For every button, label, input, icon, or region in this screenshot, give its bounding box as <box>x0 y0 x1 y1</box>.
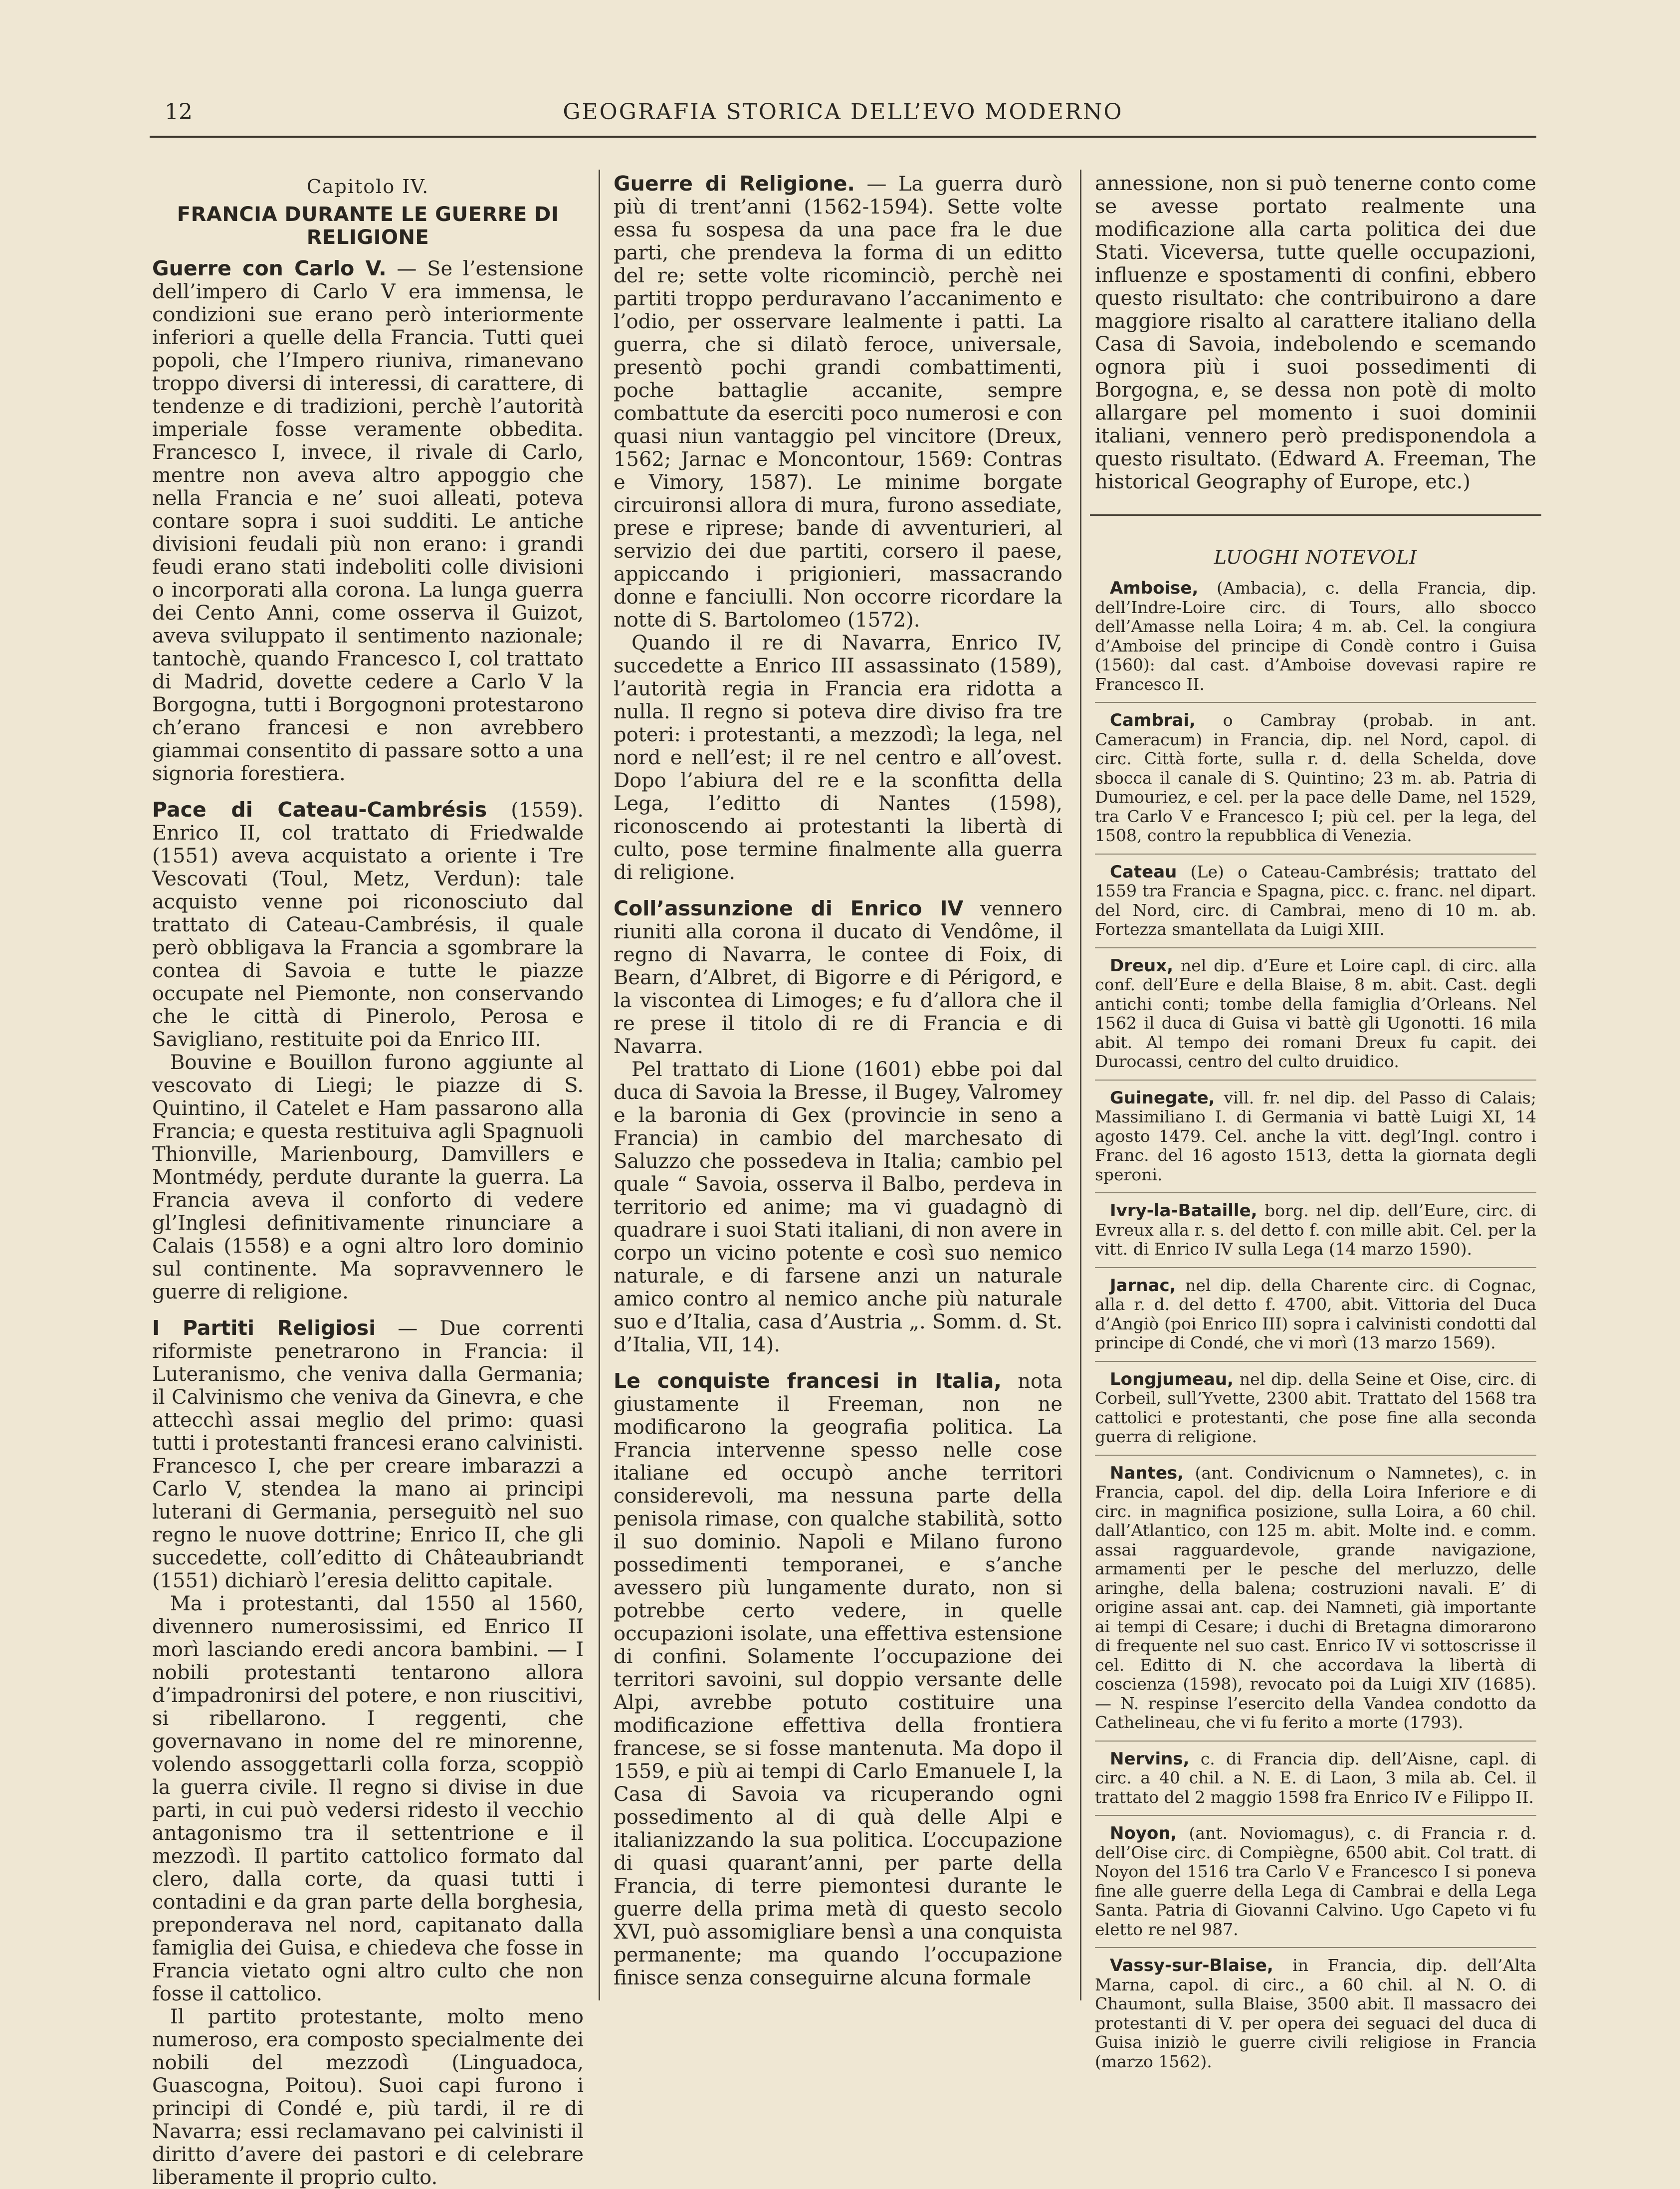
section-heading: Le conquiste francesi in Italia, <box>614 1369 1002 1393</box>
section-enrico-iv: Coll’assunzione di Enrico IV vennero riuniti alla corona il ducato di Vendôme, il regno di Navarra, le contee di Foix, di Bearn, d’Albret, di Bigorre e di Périgord, e la viscontea di Limoges; e fu d’allora che il re prese il titolo di re di Francia e di Navarra. <box>614 896 1062 1058</box>
luoghi-entry <box>1095 956 1536 1081</box>
entry-name: Amboise, <box>1110 578 1199 598</box>
section-heading: Guerre di Religione. <box>614 172 855 196</box>
section-continuation: annessione, non si può tenerne conto come se avesse portato realmente una modificazione alla carta politica dei due Stati. Viceversa, tutte quelle occupazioni, influenze e spostamenti di confini, ebbero questo risultato: che contribuirono a dare maggiore risalto al carattere italiano della Casa di Savoia, indebolendo e scemando ognora più i suoi possedimenti di Borgogna, e, se dessa non potè di molto allargare pel momento i suoi dominii italiani, vennero però predisponendola a questo risultato. (Edward A. Freeman, The historical Geography of Europe, etc.) <box>1095 172 1536 493</box>
entry-text: in Francia, dip. dell’Alta Marna, capol. di circ., a 60 chil. al N. O. di Chaumont, sulla Blaise, 3500 abit. Il massacro dei protestanti di V. per opera dei seguaci del duca di Guisa iniziò le guerre civili religiose in Francia (marzo 1562). <box>1095 1956 1536 2071</box>
entry-text: (Ambacia), c. della Francia, dip. dell’Indre-Loire circ. di Tours, allo sbocco dell’Amasse nella Loira; 4 m. ab. Cel. la congiura d’Amboise del principe di Condè contro i Guisa (1560): dal cast. d’Amboise dovevasi rapire re Francesco II. <box>1095 578 1536 694</box>
luoghi-list <box>1095 579 1536 2079</box>
entry-name: Ivry-la-Bataille, <box>1110 1201 1258 1221</box>
running-header <box>150 97 1536 137</box>
entry-text: o Cambray (probab. in ant. Cameracum) in Francia, dip. nel Nord, capol. di circ. Città forte, sulla r. d. della Schelda, dove sbocca il canale di S. Quintino; 23 m. ab. Patria di Dumouriez, e cel. per la pace delle Dame, nel 1529, tra Carlo V e Francesco I; più cel. per la lega, del 1508, contro la repubblica di Venezia. <box>1095 710 1536 845</box>
paragraph: Pel trattato di Lione (1601) ebbe poi dal duca di Savoia la Bresse, il Bugey, Valromey e la baronia di Gex (provincie in seno a Francia) in cambio del marchesato di Saluzzo che possedeva in Italia; cambio pel quale “ Savoia, osserva il Balbo, perdeva in territorio ed anime; ma vi guadagnò di quadrare i suoi Stati italiani, di non avere in corpo un vicino potente e così suo nemico naturale, e di farsene anzi un naturale amico contro al nemico anche più naturale suo e d’Italia, casa d’Austria „. Somm. d. St. d’Italia, VII, 14). <box>614 1058 1062 1356</box>
column-3 <box>1095 172 1536 2087</box>
section-partiti-religiosi: I Partiti Religiosi — Due correnti riformiste penetrarono in Francia: il Luteranismo, che veniva dalla Germania; il Calvinismo che veniva da Ginevra, e che attecchì assai meglio del primo: quasi tutti i protestanti francesi erano calvinisti. Francesco I, che per creare imbarazzi a Carlo V, stendea la mano ai principi luterani di Germania, perseguitò nel suo regno le nuove dottrine; Enrico II, che gli succedette, coll’editto di Châteaubriandt (1551) dichiarò l’eresia delitto capitale. <box>152 1316 584 1592</box>
luoghi-heading: LUOGHI NOTEVOLI <box>1214 546 1418 568</box>
luoghi-entry <box>1095 1464 1536 1742</box>
column-1 <box>152 172 584 2189</box>
column-2 <box>614 172 1062 1989</box>
entry-name: Jarnac, <box>1110 1275 1176 1296</box>
running-title: GEOGRAFIA STORICA DELL’EVO MODERNO <box>563 99 1123 125</box>
entry-name: Dreux, <box>1110 955 1174 976</box>
section-heading: Guerre con Carlo V. <box>152 256 387 280</box>
paragraph: Quando il re di Navarra, Enrico IV, succedette a Enrico III assassinato (1589), l’autorità regia in Francia era ridotta a nulla. Il regno si poteva dire diviso fra tre poteri: i protestanti, a mezzodì; la lega, nel nord e nell’est; il re nel centro e all’ovest. Dopo l’abiura del re e la sconfitta della Lega, l’editto di Nantes (1598), riconoscendo ai protestanti la libertà di culto, pose termine finalmente alla guerra di religione. <box>614 632 1062 884</box>
luoghi-rule <box>1090 514 1541 516</box>
entry-text: borg. nel dip. dell’Eure, circ. di Evreux alla r. s. del detto f. con mille abit. Cel. per la vitt. di Enrico IV sulla Lega (14 marzo 1590). <box>1095 1201 1537 1259</box>
luoghi-entry <box>1095 1370 1536 1456</box>
entry-name: Vassy-sur-Blaise, <box>1110 1956 1273 1975</box>
entry-name: Nervins, <box>1110 1749 1190 1769</box>
entry-name: Cateau <box>1110 862 1177 882</box>
entry-name: Noyon, <box>1110 1823 1177 1843</box>
entry-text: c. di Francia dip. dell’Aisne, capl. di circ. a 40 chil. a N. E. di Laon, 3 mila ab. Cel. il trattato del 2 maggio 1598 fra Enrico IV e Filippo II. <box>1095 1749 1536 1807</box>
section-heading: Coll’assunzione di Enrico IV <box>614 896 964 920</box>
luoghi-entry <box>1095 579 1536 703</box>
luoghi-entry <box>1095 1824 1536 1948</box>
entry-text: (Le) o Cateau-Cambrésis; trattato del 1559 tra Francia e Spagna, picc. c. franc. nel dipart. del Nord, circ. di Cambrai, meno di 10 m. ab. Fortezza smantellata da Luigi XIII. <box>1095 862 1536 939</box>
chapter-label: Capitolo IV. <box>306 176 429 198</box>
entry-name: Nantes, <box>1110 1463 1184 1483</box>
luoghi-entry <box>1095 1201 1536 1268</box>
luoghi-entry <box>1095 1276 1536 1362</box>
section-guerre-religione: Guerre di Religione. — La guerra durò più di trent’anni (1562-1594). Sette volte essa fu sospesa da una pace fra le due parti, che prendeva la forma di un editto del re; sette volte ricominciò, perchè nei partiti troppo perduravano l’accanimento e l’odio, per osservare lealmente i patti. La guerra, che si dilatò feroce, universale, presentò pochi grandi combattimenti, poche battaglie accanite, sempre combattute da eserciti poco numerosi e con quasi niun vantaggio pel vincitore (Dreux, 1562; Jarnac e Moncontour, 1569: Contras e Vimory, 1587). Le minime borgate circuironsi allora di mura, furono assediate, prese e riprese; bande di avventurieri, al servizio dei due partiti, corsero il paese, appiccando i prigionieri, massacrando donne e fanciulli. Non occorre ricordare la notte di S. Bartolomeo (1572). <box>614 172 1062 632</box>
luoghi-entry <box>1095 711 1536 855</box>
paragraph: Bouvine e Bouillon furono aggiunte al vescovato di Liegi; le piazze di S. Quintino, il Catelet e Ham passarono alla Francia; e questa restituiva agli Spagnuoli Thionville, Marienbourg, Damvillers e Montmédy, perdute durante la guerra. La Francia aveva il conforto di vedere gl’Inglesi definitivamente rinunciare a Calais (1558) e a ogni altro loro dominio sul continente. Ma sopravvennero le guerre di religione. <box>152 1051 584 1304</box>
section-cateau-cambresis: Pace di Cateau-Cambrésis (1559). Enrico II, col trattato di Friedwalde (1551) aveva acquistato a oriente i Tre Vescovati (Toul, Metz, Verdun): tale acquisto venne poi riconosciuto dal trattato di Cateau-Cambrésis, il quale però obbligava la Francia a sgombrare la contea di Savoia e tutte le piazze occupate nel Piemonte, non conservando che le città di Pinerolo, Perosa e Savigliano, restituite poi da Enrico III. <box>152 798 584 1051</box>
paragraph: Il partito protestante, molto meno numeroso, era composto specialmente dei nobili del mezzodì (Linguadoca, Guascogna, Poitou). Suoi capi furono i principi di Condé e, più tardi, il re di Navarra; essi reclamavano pei calvinisti il diritto d’avere dei pastori e di celebrare liberamente il proprio culto. <box>152 2005 584 2189</box>
page-number: 12 <box>165 99 193 125</box>
header-rule <box>150 136 1536 138</box>
entry-name: Longjumeau, <box>1110 1369 1234 1389</box>
entry-text: nel dip. della Seine et Oise, circ. di Corbeil, sull’Yvette, 2300 abit. Trattato del 1568 tra cattolici e protestanti, che pose fine alla seconda guerra di religione. <box>1095 1369 1536 1446</box>
luoghi-entry <box>1095 863 1536 948</box>
paragraph: Ma i protestanti, dal 1550 al 1560, divennero numerosissimi, ed Enrico II morì lasciando eredi ancora bambini. — I nobili protestanti tentarono allora d’impadronirsi del potere, e non riuscitivi, si ribellarono. I reggenti, che governavano in nome del re minorenne, volendo assoggettarli colla forza, scoppiò la guerra civile. Il regno si divise in due parti, in cui può vedersi ridesto il vecchio antagonismo tra il settentrione e il mezzodì. Il partito cattolico formato dal clero, dalla corte, da quasi tutti i contadini e da gran parte della borghesia, preponderava nel nord, capitanato dalla famiglia dei Guisa, e chiedeva che fosse in Francia vietato ogni altro culto che non fosse il cattolico. <box>152 1592 584 2005</box>
entry-text: vill. fr. nel dip. del Passo di Calais; Massimiliano I. di Germania vi battè Luigi XI, 14 agosto 1479. Cel. anche la vitt. degl’Ingl. contro i Franc. del 16 agosto 1513, detta la giornata degli speroni. <box>1095 1088 1536 1184</box>
entry-text: nel dip. d’Eure et Loire capl. di circ. alla conf. dell’Eure e della Blaise, 8 m. abit. Cast. degli antichi conti; tombe della famiglia d’Orleans. Nel 1562 il duca di Guisa vi battè gli Ugonotti. 16 mila abit. Al tempo dei romani Dreux fu capit. dei Durocassi, centro del culto druidico. <box>1095 955 1537 1071</box>
section-conquiste-italia: Le conquiste francesi in Italia, nota giustamente il Freeman, non ne modificarono la geografia politica. La Francia intervenne spesso nelle cose italiane ed occupò anche territori considerevoli, ma nessuna parte della penisola rimase, con qualche stabilità, sotto il suo dominio. Napoli e Milano furono possedimenti temporanei, e s’anche avessero più lungamente durato, non si potrebbe certo vedere, in quelle occupazioni isolate, una effettiva estensione di confini. Solamente l’occupazione dei territori savoini, sul doppio versante delle Alpi, avrebbe potuto costituire una modificazione effettiva della frontiera francese, se si fosse mantenuta. Ma dopo il 1559, e più ai tempi di Carlo Emanuele I, la Casa di Savoia va ricuperando ogni possedimento al di quà delle Alpi e italianizzando la sua politica. L’occupazione di quasi quarant’anni, per parte della Francia, di terre piemontesi durante le guerre della prima metà di questo secolo XVI, può assomigliare bensì a una conquista permanente; ma quando l’occupazione finisce senza conseguirne alcuna formale <box>614 1369 1062 1989</box>
luoghi-entry <box>1095 1956 1536 2079</box>
section-carlo-v: Guerre con Carlo V. — Se l’estensione dell’impero di Carlo V era immensa, le condizioni sue erano però interiormente inferiori a quelle della Francia. Tutti quei popoli, che l’Impero riuniva, rimanevano troppo diversi di interessi, di carattere, di tendenze e di tradizioni, perchè l’autorità imperiale fosse veramente obbedita. Francesco I, invece, il rivale di Carlo, mentre non aveva altro appoggio che nella Francia e ne’ suoi alleati, poteva contare sopra i suoi sudditi. Le antiche divisioni feudali più non erano: i grandi feudi erano stati indeboliti colle divisioni o incorporati alla corona. La lunga guerra dei Cento Anni, come osserva il Guizot, aveva sviluppato il sentimento nazionale; tantochè, quando Francesco I, col trattato di Madrid, dovette cedere a Carlo V la Borgogna, tutti i Borgognoni protestarono ch’erano francesi e non avrebbero giammai consentito di passare sotto a una signoria forestiera. <box>152 256 584 785</box>
luoghi-entry <box>1095 1750 1536 1816</box>
entry-text: nel dip. della Charente circ. di Cognac, alla r. d. del detto f. 4700, abit. Vittoria del Duca d’Angiò (poi Enrico III) sopra i calvinisti condotti dal principe di Condé, che vi morì (13 marzo 1569). <box>1095 1275 1536 1352</box>
entry-text: (ant. Condivicnum o Namnetes), c. in Francia, capol. del dip. della Loira Inferiore e di circ. in magnifica posizione, sulla Loira, a 60 chil. dall’Atlantico, con 125 m. abit. Molte ind. e comm. assai ragguardevole, grande navigazione, armamenti per le pesche del merluzzo, delle aringhe, della balena; costruzioni navali. E’ di origine assai ant. cap. dei Namneti, già importante ai tempi di Cesare; i duchi di Bretagna dimorarono di frequente nel suo cast. Enrico IV vi sottoscrisse il cel. Editto di N. che accordava la libertà di coscienza (1598), revocato poi da Luigi XIV (1685). — N. respinse l’esercito della Vandea condotto da Cathelineau, che vi fu ferito a morte (1793). <box>1095 1463 1537 1732</box>
entry-name: Cambrai, <box>1110 710 1196 730</box>
entry-text: (ant. Noviomagus), c. di Francia r. d. dell’Oise circ. di Compiègne, 6500 abit. Col tratt. di Noyon del 1516 tra Carlo V e Francesco I si poneva fine alle guerre della Lega di Cambrai e della Lega Santa. Patria di Giovanni Calvino. Ugo Capeto vi fu eletto re nel 987. <box>1095 1823 1536 1939</box>
section-heading: Pace di Cateau-Cambrésis <box>152 798 487 822</box>
column-rule-1 <box>599 170 600 2000</box>
section-heading: I Partiti Religiosi <box>152 1316 376 1340</box>
column-rule-2 <box>1080 170 1081 2000</box>
chapter-title: FRANCIA DURANTE LE GUERRE DI RELIGIONE <box>177 203 559 249</box>
entry-name: Guinegate, <box>1110 1088 1215 1108</box>
luoghi-entry <box>1095 1089 1536 1194</box>
